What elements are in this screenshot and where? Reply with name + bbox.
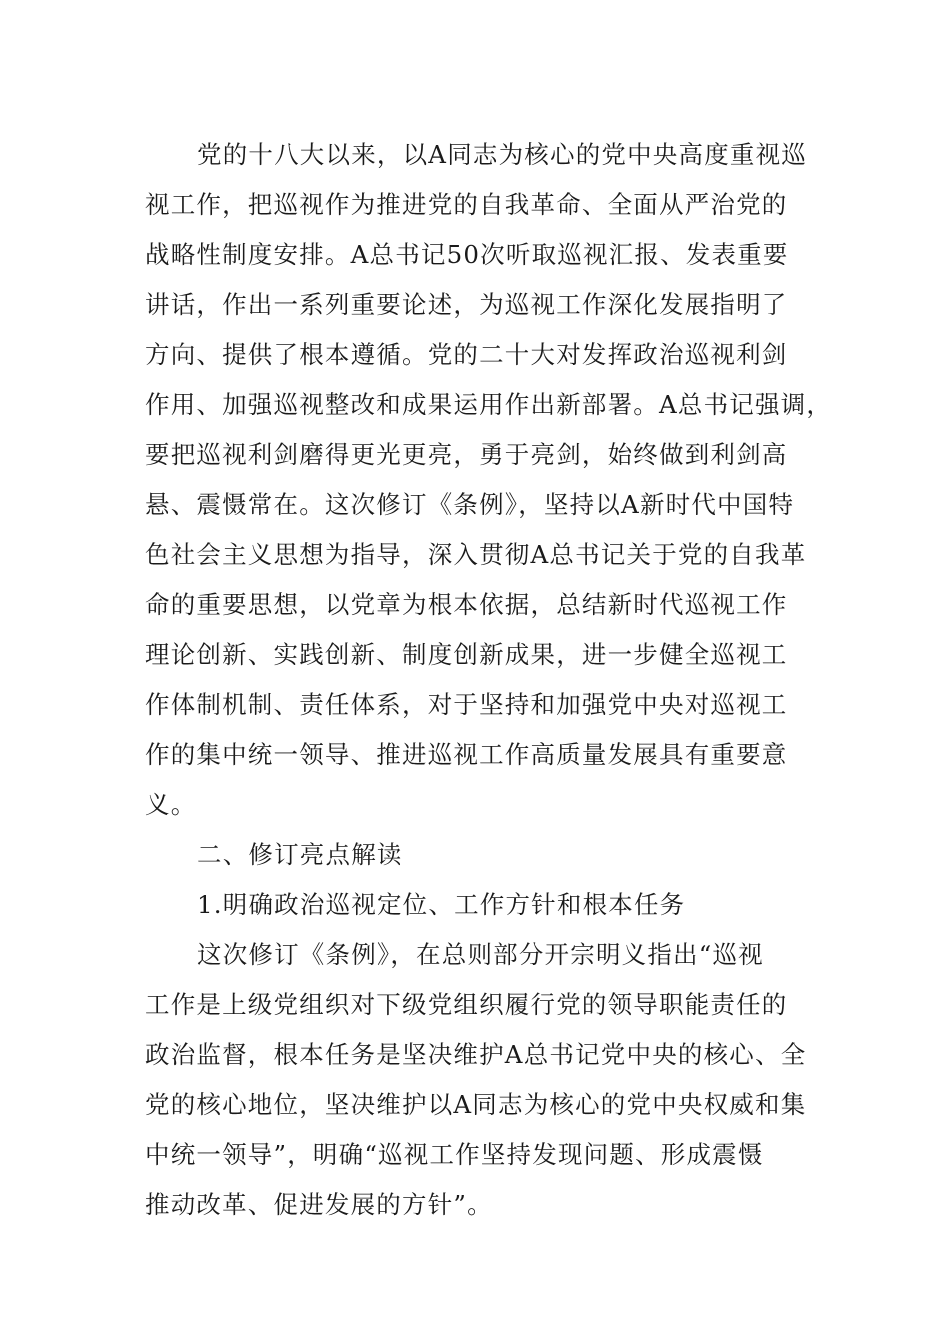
paragraph-2-line-1: 这次修订《条例》，在总则部分开宗明义指出“巡视 [197, 940, 764, 969]
paragraph-2-line-6: 推动改革、促进发展的方针”。 [145, 1190, 493, 1219]
paragraph-1-line-14: 义。 [145, 790, 197, 819]
paragraph-2-line-2: 工作是上级党组织对下级党组织履行党的领导职能责任的 [145, 990, 788, 1019]
paragraph-1-line-5: 方向、提供了根本遵循。党的二十大对发挥政治巡视利剑 [145, 340, 788, 369]
paragraph-1-line-4: 讲话，作出一系列重要论述，为巡视工作深化发展指明了 [145, 290, 788, 319]
paragraph-1-line-6: 作用、加强巡视整改和成果运用作出新部署。A总书记强调， [145, 390, 833, 419]
paragraph-2-line-5: 中统一领导”，明确“巡视工作坚持发现问题、形成震慑 [145, 1140, 764, 1169]
paragraph-1-line-9: 色社会主义思想为指导，深入贯彻A总书记关于党的自我革 [145, 540, 807, 569]
subsection-heading: 1.明确政治巡视定位、工作方针和根本任务 [197, 890, 686, 919]
paragraph-2-line-3: 政治监督，根本任务是坚决维护A总书记党中央的核心、全 [145, 1040, 807, 1069]
document-page [145, 130, 833, 1230]
paragraph-1-line-10: 命的重要思想，以党章为根本依据，总结新时代巡视工作 [145, 590, 788, 619]
paragraph-1-line-1: 党的十八大以来，以A同志为核心的党中央高度重视巡 [197, 140, 807, 169]
paragraph-1-line-7: 要把巡视利剑磨得更光更亮，勇于亮剑，始终做到利剑高 [145, 440, 788, 469]
paragraph-1-line-2: 视工作，把巡视作为推进党的自我革命、全面从严治党的 [145, 190, 788, 219]
paragraph-2-line-4: 党的核心地位，坚决维护以A同志为核心的党中央权威和集 [145, 1090, 807, 1119]
paragraph-1-line-13: 作的集中统一领导、推进巡视工作高质量发展具有重要意 [145, 740, 788, 769]
section-heading: 二、修订亮点解读 [197, 840, 403, 869]
paragraph-1-line-11: 理论创新、实践创新、制度创新成果，进一步健全巡视工 [145, 640, 788, 669]
paragraph-1-line-3: 战略性制度安排。A总书记50次听取巡视汇报、发表重要 [145, 240, 789, 269]
paragraph-1-line-8: 悬、震慑常在。这次修订《条例》，坚持以A新时代中国特 [145, 490, 795, 519]
paragraph-1-line-12: 作体制机制、责任体系，对于坚持和加强党中央对巡视工 [145, 690, 788, 719]
